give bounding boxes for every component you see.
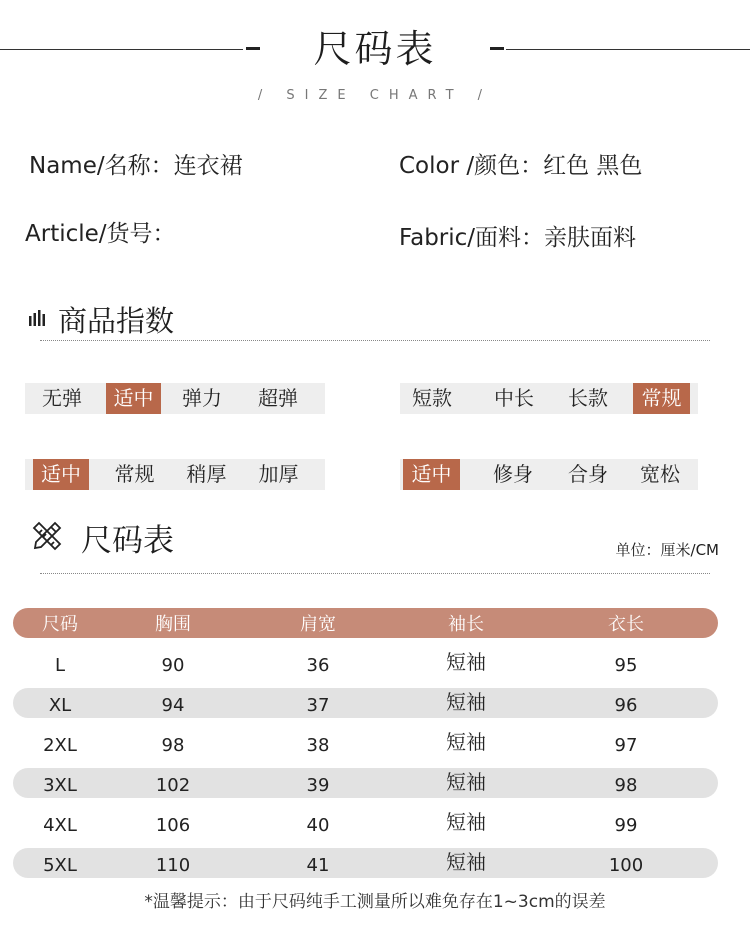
- header-size: 尺码: [42, 614, 78, 635]
- cell-length: 99: [614, 815, 638, 836]
- index-divider: [40, 340, 710, 341]
- elasticity-option: 无弹: [42, 386, 82, 410]
- table-row: [13, 648, 718, 678]
- cell-bust: 110: [155, 855, 191, 876]
- table-row: [13, 728, 718, 758]
- cell-sleeve: 短袖: [446, 730, 486, 754]
- header-shoulder: 肩宽: [300, 614, 336, 635]
- cell-sleeve: 短袖: [446, 810, 486, 834]
- cell-size: 2XL: [43, 735, 77, 756]
- cell-length: 97: [614, 735, 638, 756]
- thickness-option-selected: 适中: [33, 459, 89, 490]
- bar-chart-icon: [29, 309, 47, 327]
- header-bust: 胸围: [155, 614, 191, 635]
- info-name: Name/名称：连衣裙: [29, 153, 243, 179]
- elasticity-option-selected: 适中: [106, 383, 161, 414]
- table-row: [13, 848, 718, 878]
- info-color: Color /颜色：红色 黑色: [399, 153, 643, 179]
- thickness-option: 常规: [114, 462, 155, 486]
- measurement-note: *温馨提示：由于尺码纯手工测量所以难免存在1~3cm的误差: [144, 892, 606, 912]
- header-dash-right: [490, 47, 504, 50]
- cell-size: 3XL: [43, 775, 77, 796]
- cell-length: 98: [614, 775, 638, 796]
- elasticity-option: 超弹: [258, 386, 298, 410]
- cell-sleeve: 短袖: [446, 770, 486, 794]
- header-sleeve: 袖长: [448, 614, 484, 635]
- table-row: [13, 768, 718, 798]
- cell-shoulder: 39: [306, 775, 330, 796]
- thickness-option: 加厚: [258, 462, 299, 486]
- cell-size: L: [54, 655, 66, 676]
- ruler-pencil-icon: [31, 520, 63, 552]
- cell-shoulder: 38: [306, 735, 330, 756]
- table-header: [13, 608, 718, 638]
- length-option-selected: 常规: [633, 383, 690, 414]
- header-line-right: [506, 49, 750, 50]
- cell-bust: 94: [161, 695, 185, 716]
- info-article: Article/货号：: [25, 221, 176, 247]
- size-divider: [40, 573, 710, 574]
- header-length: 衣长: [608, 614, 644, 635]
- thickness-option: 稍厚: [186, 462, 227, 486]
- elasticity-bar: [25, 383, 325, 414]
- cell-length: 100: [608, 855, 644, 876]
- cell-shoulder: 37: [306, 695, 330, 716]
- fit-option: 宽松: [640, 462, 680, 486]
- cell-bust: 90: [161, 655, 185, 676]
- thickness-bar: [25, 459, 325, 490]
- fit-option: 合身: [568, 462, 608, 486]
- cell-size: XL: [48, 695, 72, 716]
- cell-shoulder: 40: [306, 815, 330, 836]
- length-option: 长款: [568, 386, 608, 410]
- cell-shoulder: 41: [306, 855, 330, 876]
- cell-size: 4XL: [43, 815, 77, 836]
- cell-sleeve: 短袖: [446, 690, 486, 714]
- unit-label: 单位：厘米/CM: [615, 541, 719, 559]
- page-title: 尺码表: [313, 27, 437, 71]
- size-section-title: 尺码表: [81, 523, 174, 559]
- cell-bust: 102: [155, 775, 191, 796]
- page-subtitle: / SIZE CHART /: [257, 88, 493, 103]
- cell-length: 96: [614, 695, 638, 716]
- length-bar: [400, 383, 698, 414]
- cell-shoulder: 36: [306, 655, 330, 676]
- cell-bust: 98: [161, 735, 185, 756]
- cell-sleeve: 短袖: [446, 850, 486, 874]
- info-fabric: Fabric/面料：亲肤面料: [399, 225, 637, 251]
- table-row: [13, 808, 718, 838]
- fit-option-selected: 适中: [403, 459, 460, 490]
- length-option: 短款: [412, 386, 452, 410]
- table-row: [13, 688, 718, 718]
- fit-bar: [400, 459, 698, 490]
- cell-sleeve: 短袖: [446, 650, 486, 674]
- cell-size: 5XL: [43, 855, 77, 876]
- index-section-title: 商品指数: [58, 304, 175, 338]
- fit-option: 修身: [493, 462, 533, 486]
- elasticity-option: 弹力: [182, 386, 222, 410]
- cell-length: 95: [614, 655, 638, 676]
- length-option: 中长: [494, 386, 534, 410]
- cell-bust: 106: [155, 815, 191, 836]
